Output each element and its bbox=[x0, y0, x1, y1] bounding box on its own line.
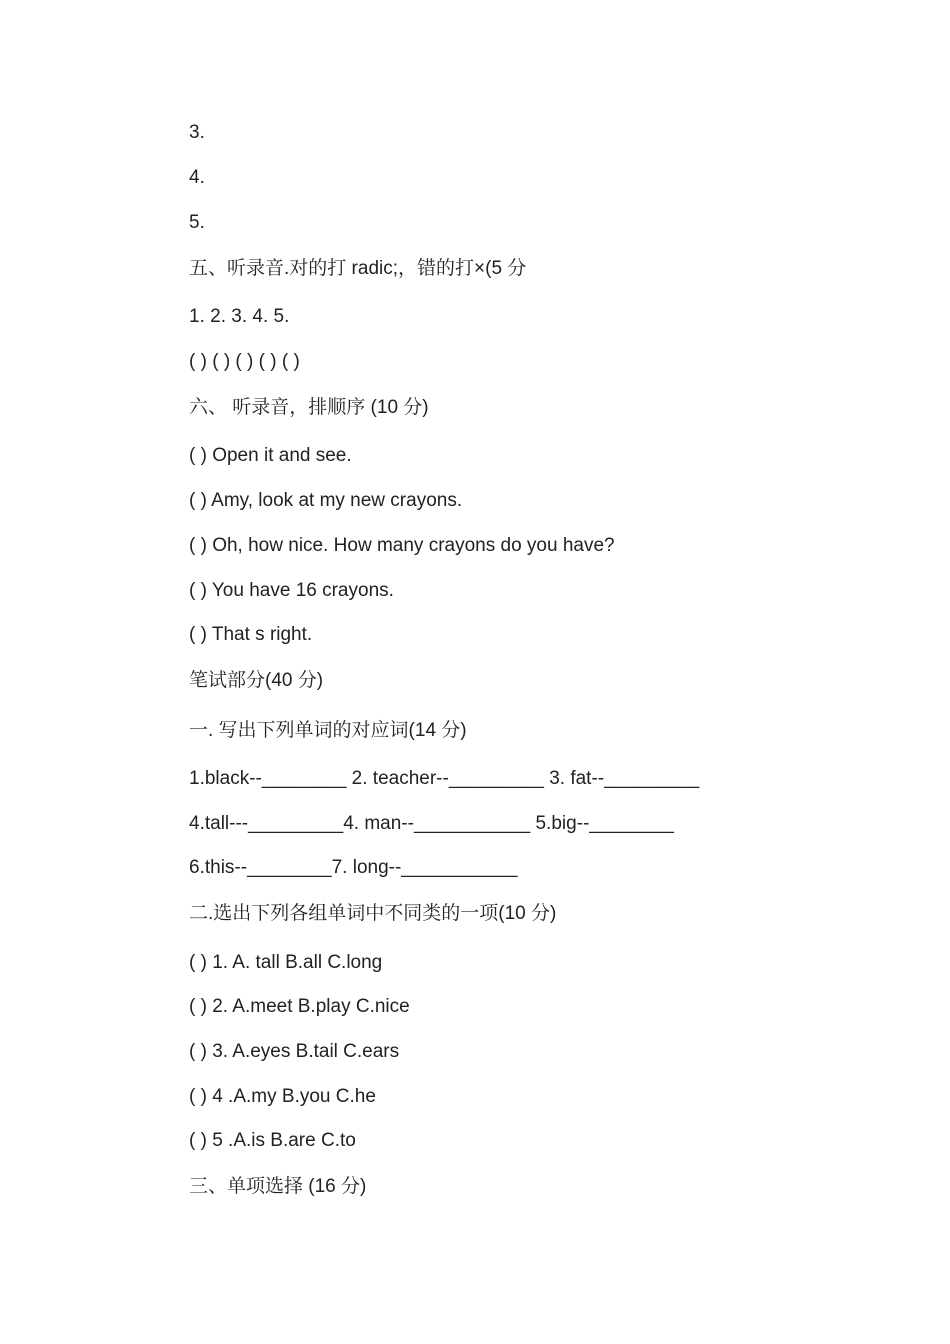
choice-item-1: ( ) 1. A. tall B.all C.long bbox=[189, 952, 383, 973]
choice-item-2: ( ) 2. A.meet B.play C.nice bbox=[189, 996, 410, 1017]
choice-item-4: ( ) 4 .A.my B.you C.he bbox=[189, 1086, 376, 1107]
question-line-3: 3. bbox=[189, 122, 205, 143]
written-part-heading: 笔试部分(40 分) bbox=[189, 670, 324, 691]
section-heading-3: 三、单项选择 (16 分) bbox=[189, 1176, 367, 1197]
choice-item-5: ( ) 5 .A.is B.are C.to bbox=[189, 1130, 356, 1151]
question-line-4: 4. bbox=[189, 167, 205, 188]
answer-brackets-line: ( ) ( ) ( ) ( ) ( ) bbox=[189, 351, 300, 372]
section-heading-6: 六、 听录音，排顺序 (10 分) bbox=[189, 397, 429, 418]
dialogue-line-4: ( ) You have 16 crayons. bbox=[189, 580, 394, 601]
dialogue-line-3: ( ) Oh, how nice. How many crayons do you have? bbox=[189, 535, 615, 556]
word-pairs-line-1: 1.black--________ 2. teacher--_________ 3. fat--_________ bbox=[189, 768, 700, 789]
choice-item-3: ( ) 3. A.eyes B.tail C.ears bbox=[189, 1041, 400, 1062]
section-heading-5: 五、听录音.对的打 radic;，错的打×(5 分 bbox=[189, 258, 527, 279]
dialogue-line-1: ( ) Open it and see. bbox=[189, 445, 352, 466]
section-heading-2: 二.选出下列各组单词中不同类的一项(10 分) bbox=[189, 903, 557, 924]
word-pairs-line-3: 6.this--________7. long--___________ bbox=[189, 857, 518, 878]
section-heading-1: 一. 写出下列单词的对应词(14 分) bbox=[189, 720, 467, 741]
dialogue-line-5: ( ) That s right. bbox=[189, 624, 313, 645]
question-line-5: 5. bbox=[189, 212, 205, 233]
word-pairs-line-2: 4.tall---_________4. man--___________ 5.big--________ bbox=[189, 813, 674, 834]
numbers-line: 1. 2. 3. 4. 5. bbox=[189, 306, 290, 327]
dialogue-line-2: ( ) Amy, look at my new crayons. bbox=[189, 490, 463, 511]
